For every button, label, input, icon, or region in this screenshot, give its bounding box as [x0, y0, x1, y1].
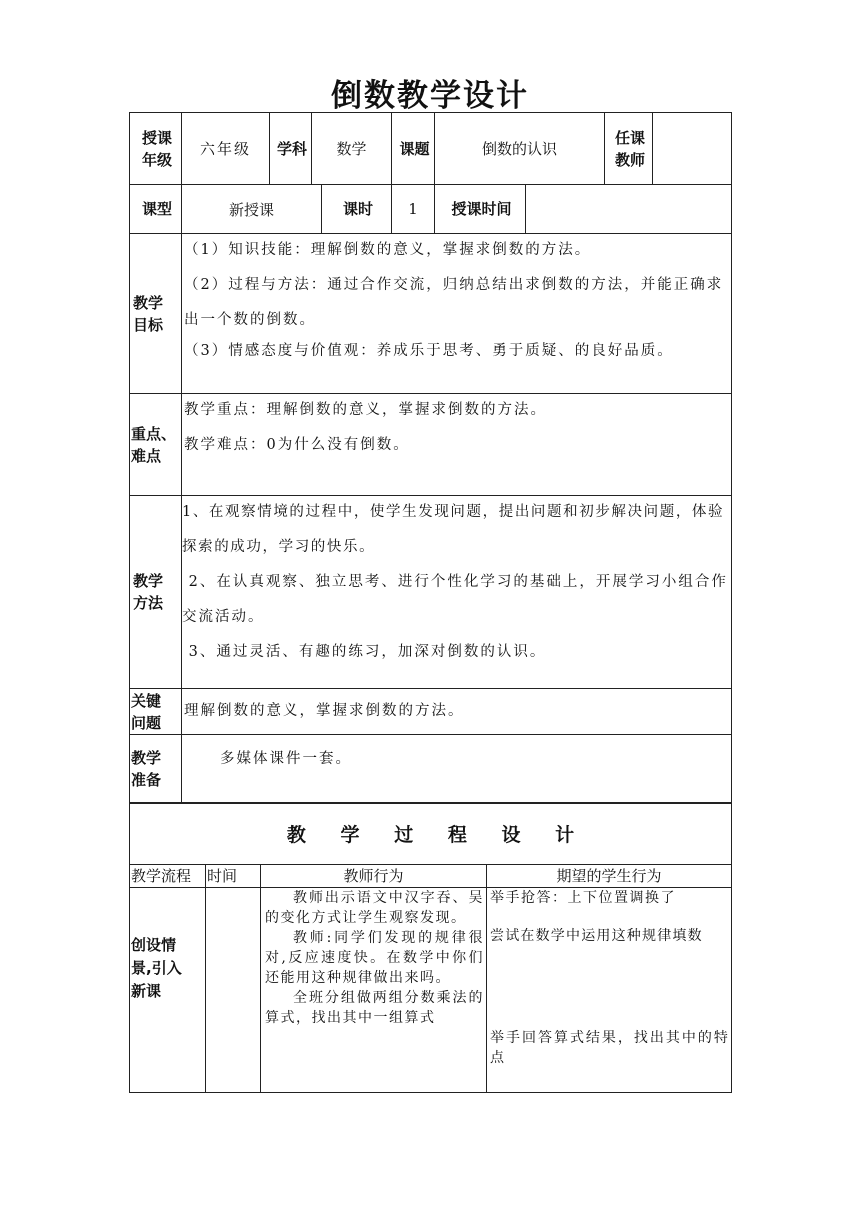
- goal-item: （2）过程与方法：通过合作交流，归纳总结出求倒数的方法，并能正确求出一个数的倒数。: [184, 277, 724, 328]
- type-label: 课型: [130, 185, 182, 234]
- keypoint-item: 教学难点：0为什么没有倒数。: [184, 437, 410, 453]
- goal-item: （3）情感态度与价值观：养成乐于思考、勇于质疑、的良好品质。: [184, 343, 674, 359]
- goals-content: [182, 234, 732, 394]
- student-action: 举手回答算式结果，找出其中的特点: [490, 1030, 730, 1066]
- process-title-char: 计: [555, 824, 575, 846]
- student-action: 尝试在数学中运用这种规律填数: [490, 928, 703, 944]
- teacher-action: 教师出示语文中汉字吞、吴的变化方式让学生观察发现。: [265, 890, 484, 926]
- page-title: 倒数教学设计: [331, 78, 529, 114]
- keypoint-item: 教学重点：理解倒数的意义，掌握求倒数的方法。: [184, 402, 547, 418]
- method-item: 1、在观察情境的过程中，使学生发现问题，提出问题和初步解决问题，体验探索的成功，学习的快乐。: [182, 504, 725, 555]
- key-question-label: 关键 问题: [130, 689, 182, 735]
- time-label: 授课时间: [435, 185, 526, 234]
- stage-cell: 创设情 景,引入 新课: [130, 888, 206, 1093]
- student-cell: [487, 888, 732, 1093]
- teacher-value: [653, 113, 732, 185]
- process-title-char: 过: [394, 824, 414, 846]
- hours-label: 课时: [322, 185, 392, 234]
- preparation-content: [182, 735, 732, 804]
- process-title-char: 教: [286, 824, 306, 846]
- goal-item: （1）知识技能：理解倒数的意义，掌握求倒数的方法。: [184, 242, 592, 258]
- header-time: 时间: [206, 865, 261, 888]
- method-item: 3、通过灵活、有趣的练习，加深对倒数的认识。: [182, 644, 547, 660]
- preparation-text: 多媒体课件一套。: [220, 751, 352, 767]
- grade-value: 六年级: [182, 113, 270, 185]
- teacher-label: 任课 教师: [605, 113, 653, 185]
- key-question-text: 理解倒数的意义，掌握求倒数的方法。: [184, 703, 465, 719]
- student-action: 举手抢答：上下位置调换了: [490, 890, 676, 906]
- time-cell: [206, 888, 261, 1093]
- methods-label: 教学 方法: [130, 496, 182, 689]
- process-table: [129, 802, 732, 1093]
- header-student: 期望的学生行为: [487, 865, 732, 888]
- time-value: [526, 185, 732, 234]
- goals-label: 教学 目标: [130, 234, 182, 394]
- subject-label: 学科: [270, 113, 312, 185]
- preparation-label: 教学 准备: [130, 735, 182, 804]
- process-title-char: 设: [501, 824, 521, 846]
- keypoints-content: [182, 394, 732, 496]
- process-title: [130, 803, 732, 865]
- grade-label: 授课 年级: [130, 113, 182, 185]
- teacher-cell: [261, 888, 487, 1093]
- keypoints-label: 重点、 难点: [130, 394, 182, 496]
- topic-label: 课题: [392, 113, 435, 185]
- hours-value: 1: [392, 185, 435, 234]
- teacher-action: 教师:同学们发现的规律很对,反应速度快。在数学中你们还能用这种规律做出来吗。: [265, 930, 484, 986]
- methods-content: [182, 496, 732, 689]
- process-title-char: 学: [340, 824, 360, 846]
- lesson-meta-table: [129, 184, 732, 234]
- lesson-info-table: [129, 112, 732, 185]
- subject-value: 数学: [312, 113, 392, 185]
- process-title-char: 程: [447, 824, 467, 846]
- method-item: 2、在认真观察、独立思考、进行个性化学习的基础上，开展学习小组合作交流活动。: [182, 574, 728, 625]
- key-question-content: [182, 689, 732, 735]
- topic-value: 倒数的认识: [435, 113, 605, 185]
- teacher-action: 全班分组做两组分数乘法的算式，找出其中一组算式: [265, 990, 484, 1026]
- header-teacher: 教师行为: [261, 865, 487, 888]
- lesson-detail-table: [129, 233, 732, 804]
- header-stage: 教学流程: [130, 865, 206, 888]
- type-value: 新授课: [182, 185, 322, 234]
